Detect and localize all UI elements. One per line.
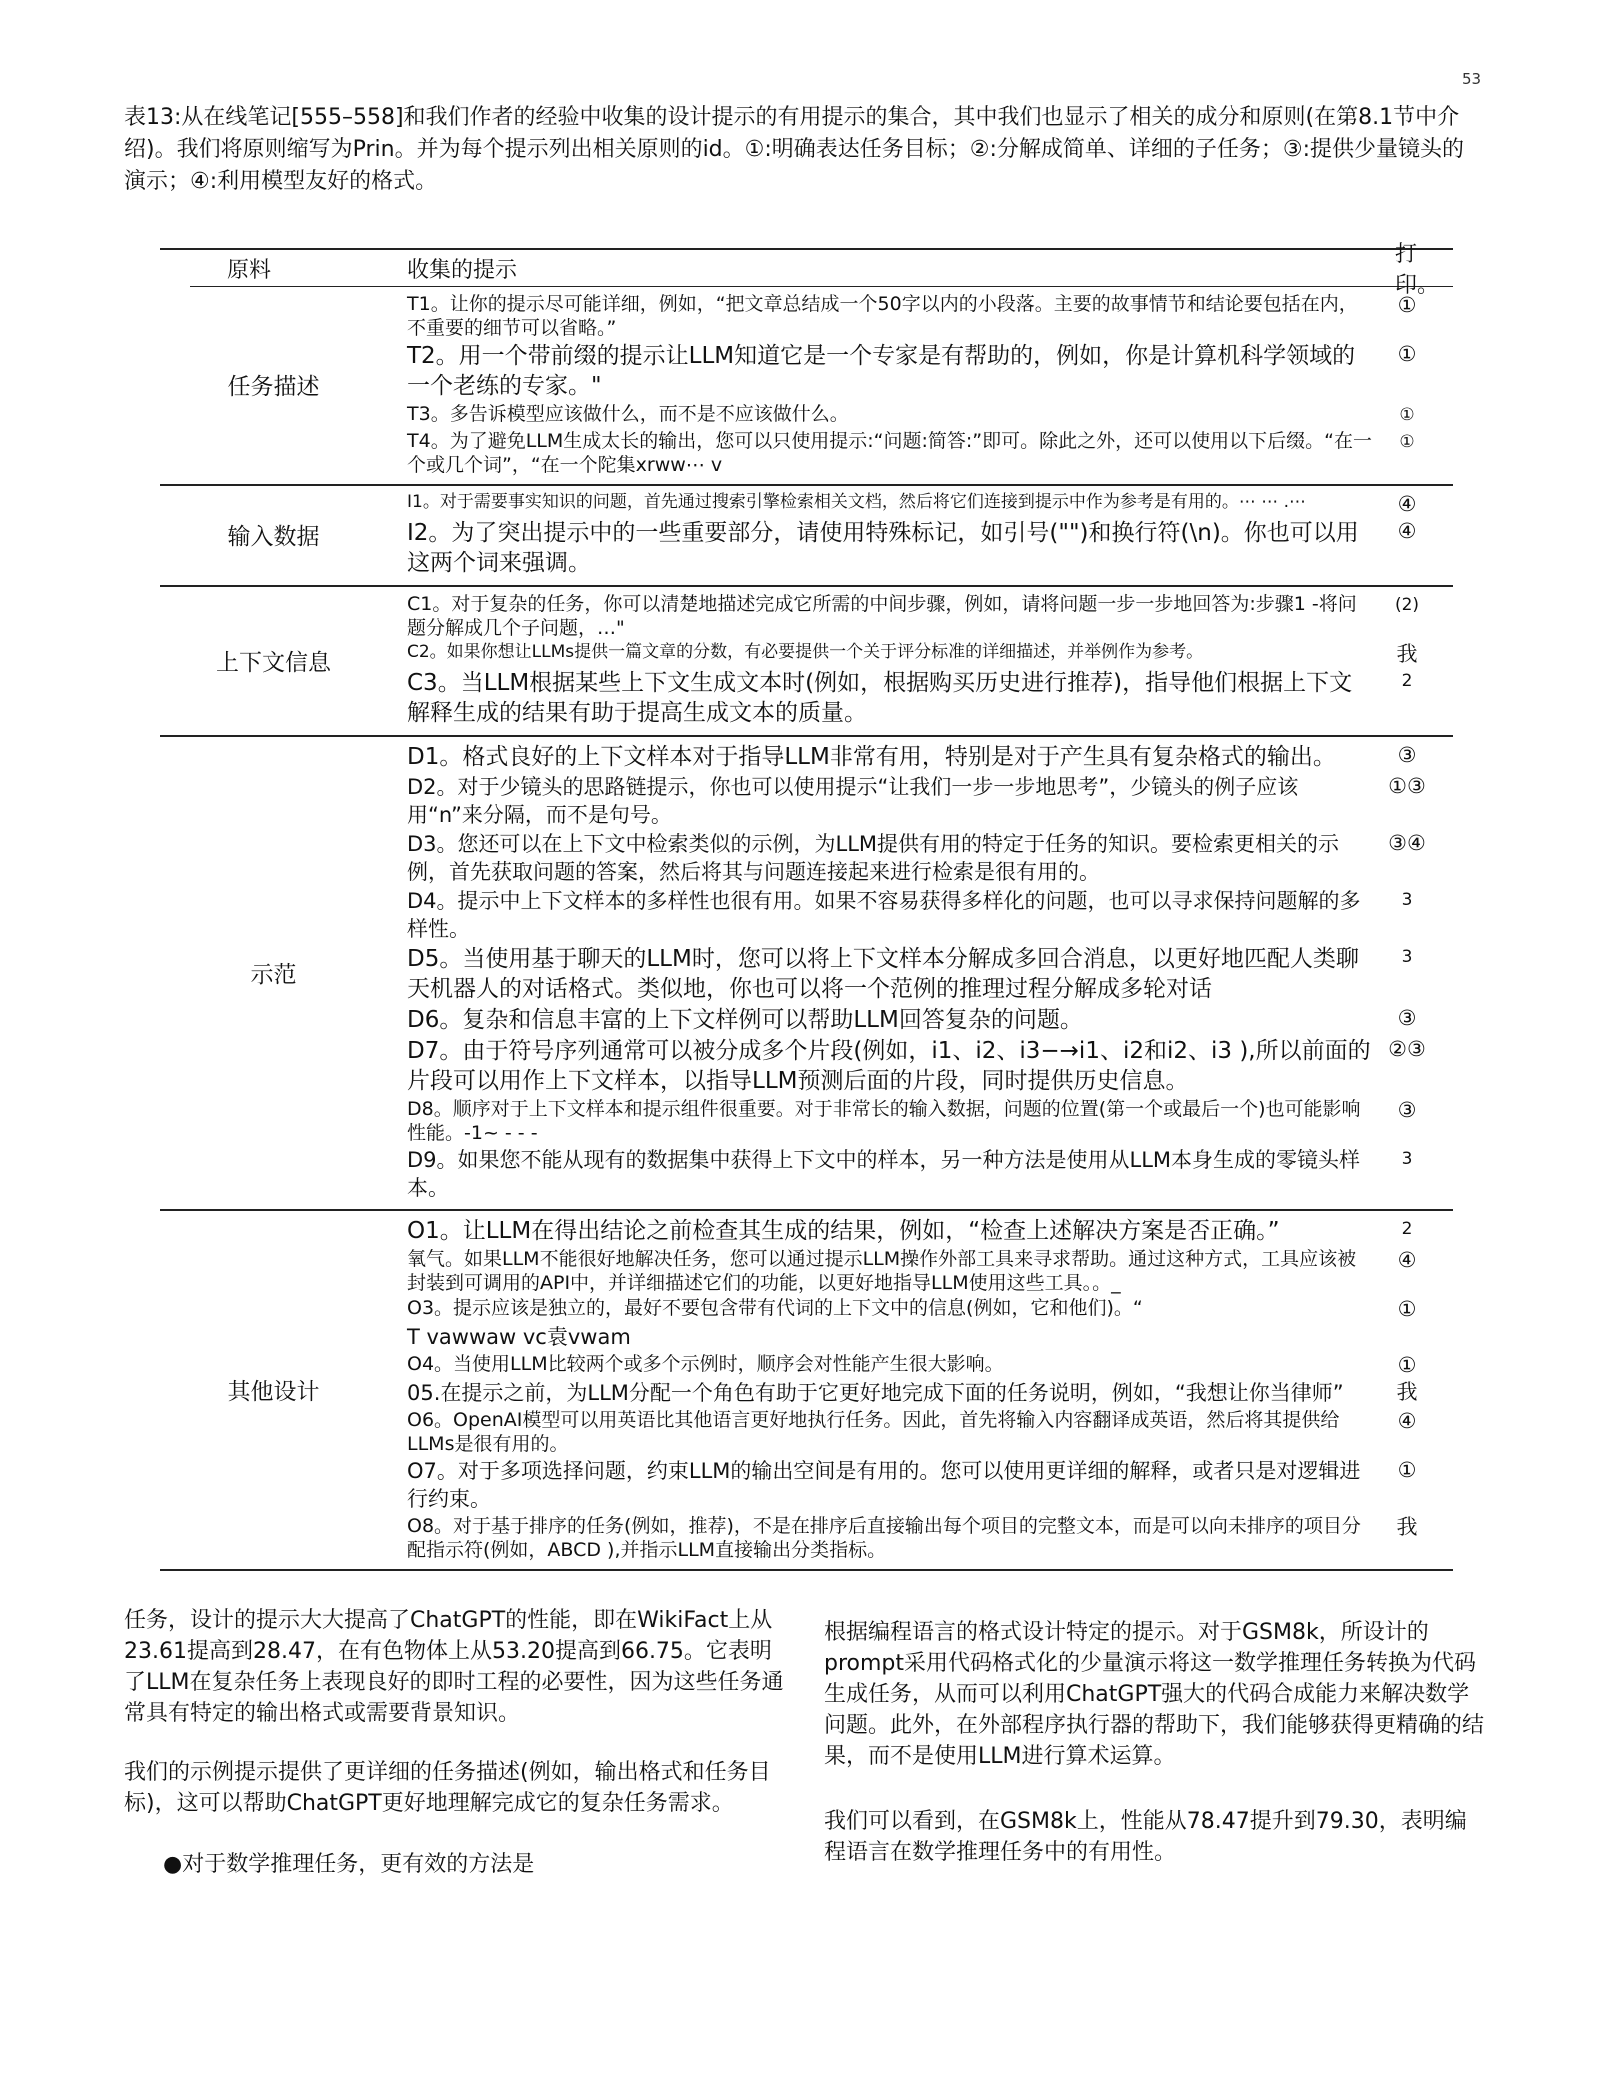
table-caption: 表13:从在线笔记[555–558]和我们作者的经验中收集的设计提示的有用提示的集合，其中我们也显示了相关的成分和原则(在第8.1节中介绍)。我们将原则缩写为Prin。并为每个提示列出相关原则的id。①:明确表达任务目标；②:分解成简单、详细的子任务；③:提供少量镜头的演示；④:利用模型友好的格式。 xyxy=(124,105,1465,194)
header-prin: 打印。 xyxy=(1395,242,1440,298)
tip-o4: O4。当使用LLM比较两个或多个示例时，顺序会对性能产生很大影响。 xyxy=(407,1353,1004,1375)
table-row xyxy=(407,491,1453,517)
prin-d5: 3 xyxy=(1401,947,1413,967)
group-demonstration xyxy=(160,737,1453,1211)
prin-o4: ① xyxy=(1397,1353,1417,1377)
table-row xyxy=(407,1036,1453,1096)
table-row xyxy=(407,1352,1453,1378)
left-column xyxy=(124,1605,789,1908)
page-number: 53 xyxy=(1462,70,1482,88)
group-task-description xyxy=(160,287,1453,486)
tip-i2: I2。为了突出提示中的一些重要部分，请使用特殊标记，如引号("")和换行符(\n)。你也可以用这两个词来强调。 xyxy=(407,520,1359,576)
page-content xyxy=(124,102,1484,1908)
bullet-item xyxy=(163,1849,789,1880)
tip-d4: D4。提示中上下文样本的多样性也很有用。如果不容易获得多样化的问题，也可以寻求保持问题解的多样性。 xyxy=(407,889,1361,941)
tip-i1: I1。对于需要事实知识的问题，首先通过搜索引擎检索相关文档，然后将它们连接到提示中作为参考是有用的。⋯ ⋯ .⋯ xyxy=(407,492,1307,512)
prin-i1: ④ xyxy=(1397,492,1417,516)
table-row xyxy=(407,1146,1453,1202)
prin-c3: 2 xyxy=(1401,671,1413,691)
tip-o6: O6。OpenAI模型可以用英语比其他语言更好地执行任务。因此，首先将输入内容翻译成英语，然后将其提供给LLMs是很有用的。 xyxy=(407,1409,1340,1455)
tip-o5: 05.在提示之前，为LLM分配一个角色有助于它更好地完成下面的任务说明，例如，“我想让你当律师” xyxy=(407,1381,1344,1405)
tip-d3: D3。您还可以在上下文中检索类似的示例，为LLM提供有用的特定于任务的知识。要检索更相关的示例，首先获取问题的答案，然后将其与问题连接起来进行检索是很有用的。 xyxy=(407,832,1340,884)
tip-c3: C3。当LLM根据某些上下文生成文本时(例如，根据购买历史进行推荐)，指导他们根据上下文解释生成的结果有助于提高生成文本的质量。 xyxy=(407,670,1353,726)
right-column xyxy=(824,1617,1484,1908)
prin-t2: ① xyxy=(1397,342,1417,366)
table-row xyxy=(407,944,1453,1004)
tip-d5: D5。当使用基于聊天的LLM时，您可以将上下文样本分解成多回合消息，以更好地匹配人类聊天机器人的对话格式。类似地，你也可以将一个范例的推理过程分解成多轮对话 xyxy=(407,946,1359,1002)
prin-d3: ③④ xyxy=(1388,831,1426,855)
right-paragraph-2: 我们可以看到，在GSM8k上，性能从78.47提升到79.30，表明编程语言在数学推理任务中的有用性。 xyxy=(824,1809,1467,1865)
table-row xyxy=(407,1216,1453,1246)
prin-o2: ④ xyxy=(1397,1248,1417,1272)
table-row xyxy=(407,887,1453,943)
tip-d8: D8。顺序对于上下文样本和提示组件很重要。对于非常长的输入数据，问题的位置(第一个或最后一个)也可能影响性能。-1~ - - - xyxy=(407,1098,1361,1144)
header-component: 原料 xyxy=(227,257,272,283)
tip-o1: O1。让LLM在得出结论之前检查其生成的结果，例如，“检查上述解决方案是否正确。” xyxy=(407,1218,1280,1244)
table-row xyxy=(407,830,1453,886)
tip-d1: D1。格式良好的上下文样本对于指导LLM非常有用，特别是对于产生具有复杂格式的输出。 xyxy=(407,744,1336,770)
table-row xyxy=(407,1296,1453,1322)
table-header-row xyxy=(190,242,1453,298)
prin-o7: ① xyxy=(1397,1458,1417,1482)
component-label: 其他设计 xyxy=(227,1378,320,1405)
prin-d2: ①③ xyxy=(1388,774,1426,798)
header-tips: 收集的提示 xyxy=(407,257,518,283)
table-row xyxy=(407,292,1453,340)
tip-o2: 氧气。如果LLM不能很好地解决任务，您可以通过提示LLM操作外部工具来寻求帮助。通过这种方式，工具应该被封装到可调用的API中，并详细描述它们的功能，以更好地指导LLM使用这些工具。。_ xyxy=(407,1248,1357,1294)
tip-d6: D6。复杂和信息丰富的上下文样例可以帮助LLM回答复杂的问题。 xyxy=(407,1007,1083,1033)
tip-d7: D7。由于符号序列通常可以被分成多个片段(例如，i1、i2、i3−→i1、i2和i2、i3 ),所以前面的片段可以用作上下文样本，以指导LLM预测后面的片段，同时提供历史信息。 xyxy=(407,1038,1371,1094)
prin-d4: 3 xyxy=(1401,890,1413,910)
tip-t4: T4。为了避免LLM生成太长的输出，您可以只使用提示:“问题:简答:”即可。除此之外，还可以使用以下后缀。“在一个或几个词”，“在一个陀集xrww⋯ v xyxy=(407,430,1372,476)
tip-o3: O3。提示应该是独立的，最好不要包含带有代词的上下文中的信息(例如，它和他们)。“ xyxy=(407,1297,1143,1319)
group-contextual-information xyxy=(160,587,1453,737)
table-row xyxy=(407,1247,1453,1295)
tip-t1: T1。让你的提示尽可能详细，例如，“把文章总结成一个50字以内的小段落。主要的故事情节和结论要包括在内，不重要的细节可以省略。” xyxy=(407,293,1358,339)
table-row xyxy=(407,1457,1453,1513)
table-row xyxy=(407,641,1453,667)
tip-o3-garbled: T vawwaw vc袁vwam xyxy=(407,1325,631,1349)
prin-c2: 我 xyxy=(1396,642,1418,666)
tip-c2: C2。如果你想让LLMs提供一篇文章的分数，有必要提供一个关于评分标准的详细描述，并举例作为参考。 xyxy=(407,642,1204,662)
table-row xyxy=(407,402,1453,428)
table-row xyxy=(407,341,1453,401)
tip-t3: T3。多告诉模型应该做什么，而不是不应该做什么。 xyxy=(407,403,849,425)
table-row xyxy=(407,1097,1453,1145)
table-row xyxy=(407,742,1453,772)
component-label: 输入数据 xyxy=(227,524,320,550)
prin-d6: ③ xyxy=(1397,1006,1417,1030)
prin-d1: ③ xyxy=(1397,743,1417,767)
component-label: 上下文信息 xyxy=(216,649,331,676)
design-tips-table xyxy=(160,242,1453,1571)
tip-o7: O7。对于多项选择问题，约束LLM的输出空间是有用的。您可以使用更详细的解释，或者只是对逻辑进行约束。 xyxy=(407,1459,1361,1511)
component-label: 示范 xyxy=(250,961,297,988)
table-row xyxy=(407,668,1453,728)
table-row xyxy=(407,518,1453,578)
prin-d8: ③ xyxy=(1397,1098,1417,1122)
prin-t4: ① xyxy=(1399,432,1415,452)
tip-t2: T2。用一个带前缀的提示让LLM知道它是一个专家是有帮助的，例如，你是计算机科学领域的一个老练的专家。" xyxy=(407,343,1356,399)
tip-d9: D9。如果您不能从现有的数据集中获得上下文中的样本，另一种方法是使用从LLM本身生成的零镜头样本。 xyxy=(407,1148,1361,1200)
prin-o6: ④ xyxy=(1397,1409,1417,1433)
prin-o3: ① xyxy=(1397,1297,1417,1321)
table-row xyxy=(407,1514,1453,1562)
table-row xyxy=(407,1379,1453,1407)
group-input-data xyxy=(160,486,1453,587)
right-paragraph-1: 根据编程语言的格式设计特定的提示。对于GSM8k，所设计的prompt采用代码格式化的少量演示将这一数学推理任务转换为代码生成任务，从而可以利用ChatGPT强大的代码合成能力来解决数学问题。此外，在外部程序执行器的帮助下，我们能够获得更精确的结果，而不是使用LLM进行算术运算。 xyxy=(824,1620,1485,1769)
prin-o5: 我 xyxy=(1396,1380,1418,1404)
bullet-icon: ● xyxy=(163,1852,183,1877)
group-other-designs xyxy=(160,1211,1453,1571)
bullet-text: 对于数学推理任务，更有效的方法是 xyxy=(182,1852,535,1877)
prin-d9: 3 xyxy=(1401,1149,1413,1169)
component-label: 任务描述 xyxy=(227,374,320,400)
prin-o8: 我 xyxy=(1396,1515,1418,1539)
prin-c1: (2) xyxy=(1394,595,1420,615)
tip-d2: D2。对于少镜头的思路链提示，你也可以使用提示“让我们一步一步地思考”，少镜头的例子应该用“n”来分隔，而不是句号。 xyxy=(407,775,1299,827)
prin-t3: ① xyxy=(1399,405,1415,425)
body-text xyxy=(124,1605,1484,1908)
prin-i2: ④ xyxy=(1397,519,1417,543)
table-row xyxy=(407,429,1453,477)
prin-o1: 2 xyxy=(1401,1219,1413,1239)
table-row xyxy=(407,773,1453,829)
table-row xyxy=(407,1408,1453,1456)
tip-c1: C1。对于复杂的任务，你可以清楚地描述完成它所需的中间步骤，例如，请将问题一步一步地回答为:步骤1 -将问题分解成几个子问题，…" xyxy=(407,593,1357,639)
table-row xyxy=(407,1323,1453,1351)
tip-o8: O8。对于基于排序的任务(例如，推荐)，不是在排序后直接输出每个项目的完整文本，而是可以向未排序的项目分配指示符(例如，ABCD ),并指示LLM直接输出分类指标。 xyxy=(407,1515,1361,1561)
prin-t1: ① xyxy=(1397,293,1417,317)
table-row xyxy=(407,1005,1453,1035)
left-paragraph-1: 任务，设计的提示大大提高了ChatGPT的性能，即在WikiFact上从23.61提高到28.47，在有色物体上从53.20提高到66.75。它表明了LLM在复杂任务上表现良好的即时工程的必要性，因为这些任务通常具有特定的输出格式或需要背景知识。 xyxy=(124,1608,784,1726)
prin-d7: ②③ xyxy=(1388,1037,1426,1061)
left-paragraph-2: 我们的示例提示提供了更详细的任务描述(例如，输出格式和任务目标)，这可以帮助ChatGPT更好地理解完成它的复杂任务需求。 xyxy=(124,1760,771,1816)
table-row xyxy=(407,592,1453,640)
